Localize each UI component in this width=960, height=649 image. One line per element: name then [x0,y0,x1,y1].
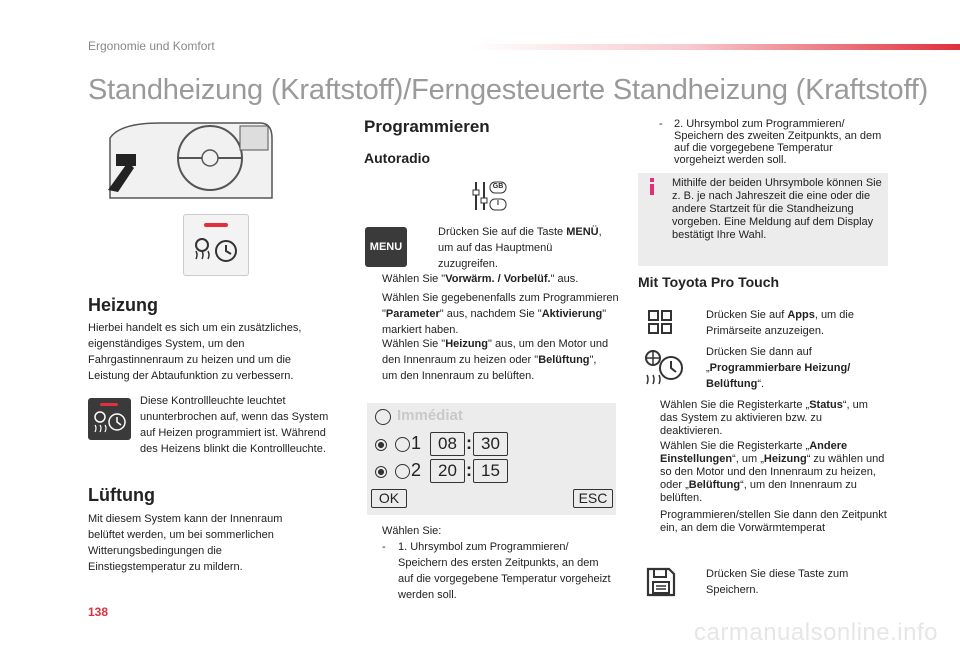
heizung-text: Hierbei handelt es sich um ein zusätzliches, eigenständiges System, um den Fahrgastinnenraum zu heizen und um die Leistung der Abtaufunktion zu verbessern. [88,322,302,382]
radio-knob-icon [470,180,510,214]
heizung-heading: Heizung [88,295,158,315]
page-title: Standheizung (Kraftstoff)/Ferngesteuerte Standheizung (Kraftstoff) [88,74,929,106]
lueftung-heading: Lüftung [88,485,155,505]
step2-mid: " aus, nachdem Sie " [439,308,542,320]
esc-button[interactable]: ESC [573,489,613,508]
select-sub2-text: 2. Uhrsymbol zum Programmieren/ Speichern des zweiten Zeitpunkts, an dem auf die vorgegebene Temperatur vorgeheizt werden soll. [674,118,882,166]
select-sub1: - 1. Uhrsymbol zum Programmieren/ Speichern des ersten Zeitpunkts, an dem auf die vorgegebene Temperatur vorgeheizt werden soll. [382,539,614,603]
heiz-step [688,344,888,392]
timer2-colon: : [466,460,472,480]
menu-step-bold: MENÜ [566,226,599,238]
timer2-radio[interactable] [375,466,387,478]
step1-bold: Vorwärm. / Vorbelüf. [445,273,551,285]
programmieren-heading: Programmieren [364,117,490,136]
heiz-post: “. [757,378,765,390]
step-parameter [364,290,619,338]
step1-pre: Wählen Sie " [382,273,446,285]
tab-post: “, um das System zu aktivieren bzw. zu deaktivieren. [660,399,868,437]
lueftung-text: Mit diesem System kann der Innenraum belüftet werden, um bei sommerlichen Witterungsbedingungen die Einstiegstemperatur zu mildern. [88,513,283,573]
tab-bold: Status [809,399,843,411]
dashboard-illustration [100,118,275,208]
section-header: Ergonomie und Komfort [88,39,215,53]
step3-bold2: Belüftung [538,354,590,366]
timer1-hour[interactable]: 08 [430,432,465,456]
immediat-label: Immédiat [397,407,463,424]
andere-bold: Andere Einstellungen [660,440,848,465]
step2-bold2: Aktivierung [541,308,603,320]
tab-pre: Wählen Sie die Registerkarte „ [660,399,810,411]
watermark: carmanualsonline.info [694,619,938,646]
step3-pre: Wählen Sie " [382,338,446,350]
indicator-text: Diese Kontrollleuchte leuchtet ununterbrochen auf, wenn das System auf Heizen programmiert ist. Während des Heizens blinkt die Kontrollleuchte. [140,395,329,455]
save-step [688,566,888,598]
indicator-icon [88,398,131,440]
step1-post: " aus. [550,273,579,285]
tab-status-step [642,399,887,438]
info-icon [646,178,658,196]
andere-bold2: Heizung [763,453,807,465]
andere-post: “, um den Innenraum zu belüften. [660,479,857,504]
step2-bold: Parameter [385,308,440,320]
clock-icon [395,437,410,452]
step-vorwaerm [364,272,619,287]
gb-label: GB [492,183,504,190]
step2-pre: Wählen Sie gegebenenfalls zum Programmieren " [382,292,619,320]
timer2-hour[interactable]: 20 [430,459,465,483]
select-sub1-text: 1. Uhrsymbol zum Programmieren/ Speichern des ersten Zeitpunkts, an dem auf die vorgegebene Temperatur vorgeheizt werden soll. [398,541,611,601]
step2-post: " markiert haben. [382,308,607,336]
step-heizung [364,336,614,384]
select-step [364,524,614,539]
heater-control-panel [183,214,249,276]
menu-button[interactable] [365,227,407,267]
ok-button[interactable]: OK [371,489,407,508]
apps-icon[interactable] [648,310,672,334]
timer2-minute[interactable]: 15 [473,459,508,483]
andere-mid: “, um „ [732,453,764,465]
menu-step-pre: Drücken Sie auf die Taste [438,226,564,238]
radio-display [367,403,616,515]
andere-mid2: “ zu wählen und so den Motor und den Innenraum zu heizen, oder „ [660,453,885,491]
prog-text: Programmieren/stellen Sie dann den Zeitpunkt ein, an dem die Vorwärmtemperat [660,509,887,534]
menu-label: MENU [369,241,403,253]
heater-ventilation-icon[interactable] [643,348,685,386]
page-number: 138 [88,605,109,619]
timer1-radio[interactable] [375,439,387,451]
apps-post: , um die Primärseite anzuzeigen. [706,309,854,337]
timer1-minute[interactable]: 30 [473,432,508,456]
info-box [638,173,888,266]
autoradio-heading: Autoradio [364,150,431,166]
select-sub2: - 2. Uhrsymbol zum Programmieren/ Speichern des zweiten Zeitpunkts, an dem auf die vorgegebene Temperatur vorgeheizt werden soll. [659,118,884,166]
i-label: I [497,200,499,207]
apps-pre: Drücken Sie auf [706,309,788,321]
toyota-heading: Mit Toyota Pro Touch [638,274,780,290]
save-icon[interactable] [645,566,677,598]
heiz-bold: Programmierbare Heizung/ Belüftung [706,362,851,390]
tab-andere-step [642,440,887,505]
menu-step-post: , um auf das Hauptmenü zuzugreifen. [438,226,602,270]
select-label: Wählen Sie: [382,525,442,537]
accent-bar [470,44,960,50]
info-text: Mithilfe der beiden Uhrsymbole können Sie z. B. je nach Jahreszeit die eine oder die andere Startzeit für die Standheizung vorgeben. Eine Meldung auf dem Display bestätigt Ihre Wahl. [672,177,882,241]
prog-step [642,509,887,535]
apps-step [688,307,888,339]
apps-bold: Apps [787,309,815,321]
andere-pre: Wählen Sie die Registerkarte „ [660,440,810,452]
andere-bold3: Belüftung [688,479,741,491]
clock-icon [395,464,410,479]
timer1-number: 1 [411,433,422,453]
timer2-number: 2 [411,460,422,480]
step3-mid: " aus, um den Motor und den Innenraum zu heizen oder " [382,338,609,366]
step3-bold: Heizung [445,338,488,350]
immediat-radio[interactable] [375,409,391,425]
step3-post: ", um den Innenraum zu belüften. [382,354,597,382]
save-text: Drücken Sie diese Taste zum Speichern. [706,568,849,596]
menu-step [420,224,615,272]
heiz-pre: Drücken Sie dann auf „ [706,346,812,374]
timer1-colon: : [466,433,472,453]
